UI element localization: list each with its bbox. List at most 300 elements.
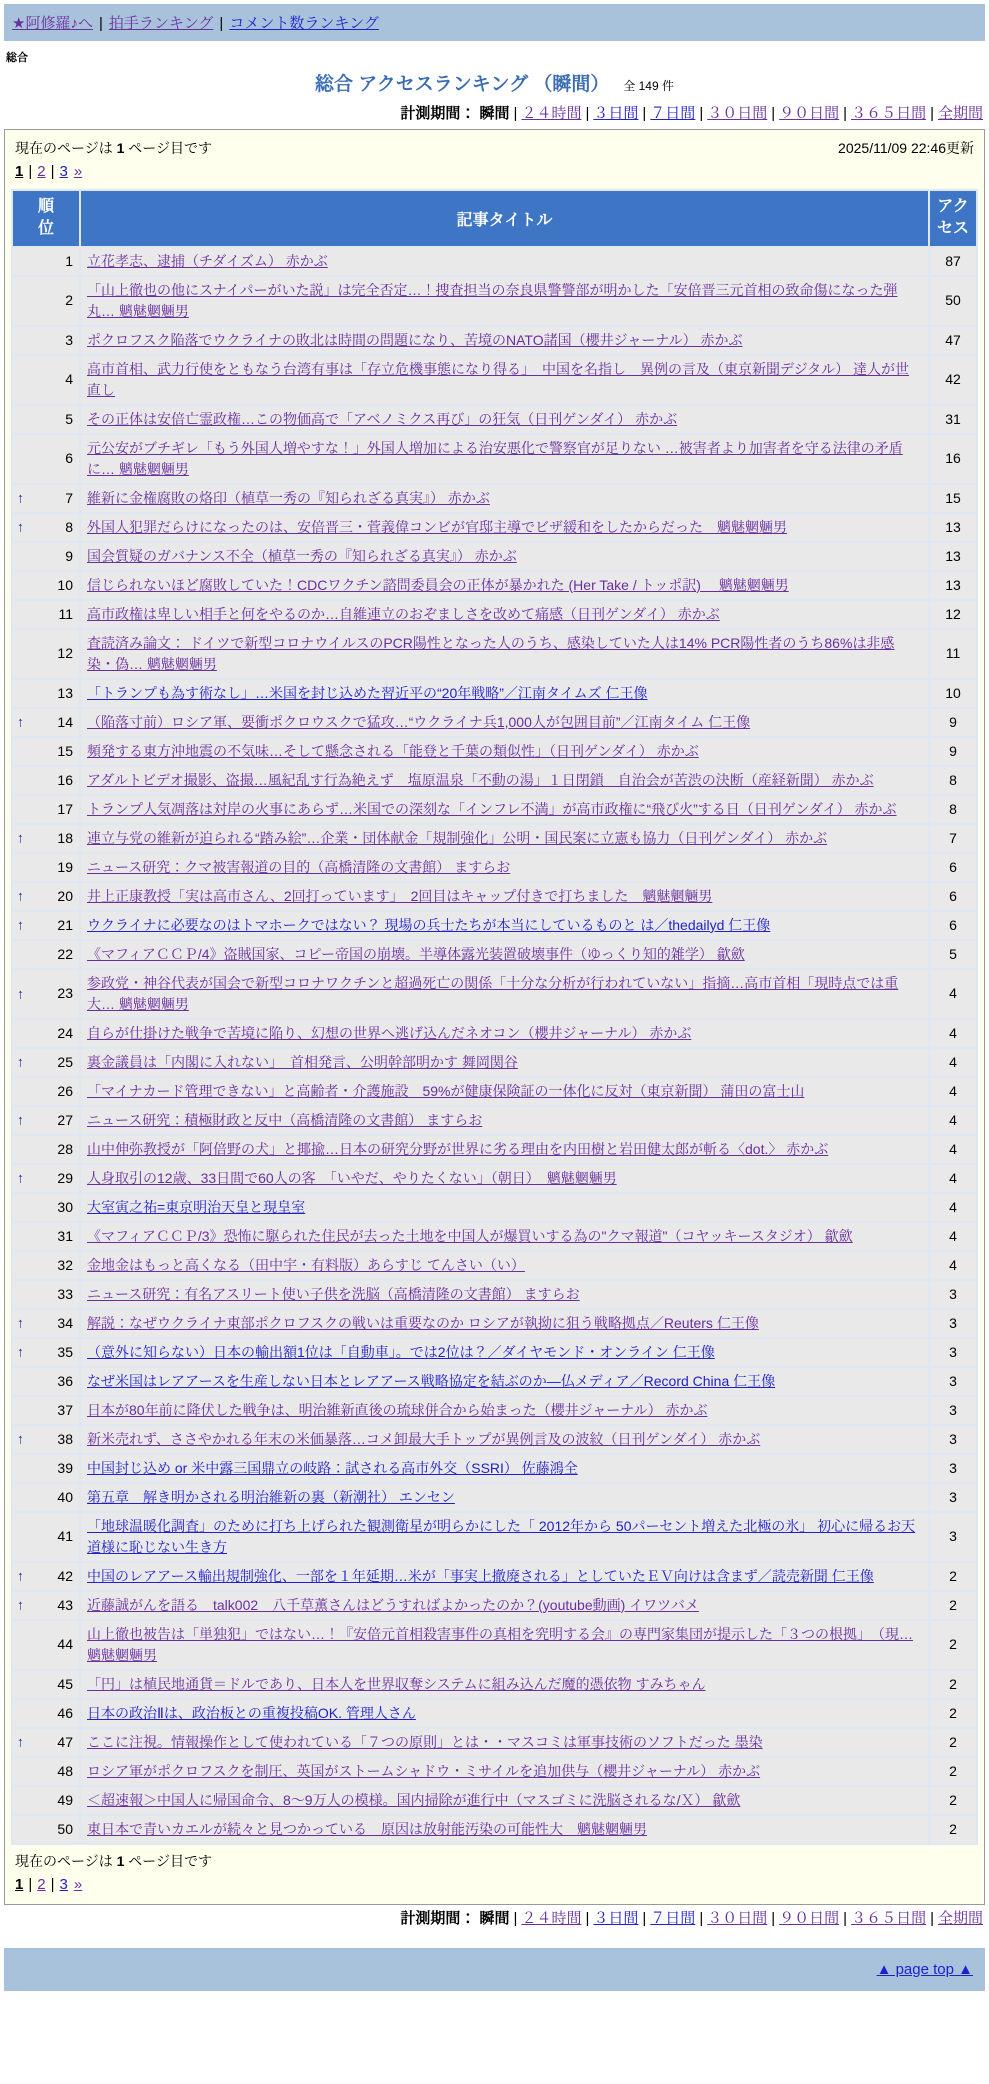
ranking-table-body	[13, 248, 976, 1843]
table-row	[13, 1816, 976, 1843]
table-row	[13, 1758, 976, 1785]
title-cell	[81, 1455, 928, 1482]
current-page-text: 現在のページは 1 ページ目です	[15, 1852, 213, 1869]
rank-cell	[13, 601, 79, 628]
article-link[interactable]: 高市政権は卑しい相手と何をやるのか…自維連立のおぞましさを改めて痛感（日刊ゲンダイ） 赤かぶ	[87, 605, 720, 622]
rank-cell	[13, 709, 79, 736]
rank-number: 10	[57, 576, 73, 593]
rank-number: 1	[65, 252, 73, 269]
access-cell: 2	[930, 1816, 976, 1843]
title-cell	[81, 248, 928, 275]
title-cell	[81, 435, 928, 483]
rank-cell	[13, 1223, 79, 1250]
rank-up-icon: ↑	[17, 1567, 24, 1584]
rank-number: 33	[57, 1285, 73, 1302]
rank-cell	[13, 941, 79, 968]
nav-link-comment-ranking[interactable]: コメント数ランキング	[229, 15, 379, 32]
table-row	[13, 1729, 976, 1756]
article-link[interactable]: 山中伸弥教授が「阿倍野の犬」と揶揄…日本の研究分野が世界に劣る理由を内田樹と岩田健太郎が斬る〈dot.〉 赤かぶ	[87, 1140, 829, 1157]
rank-up-icon: ↑	[17, 1430, 24, 1447]
article-link[interactable]: ロシア軍がポクロフスクを制圧、英国がストームシャドウ・ミサイルを追加供与（櫻井ジャーナル） 赤かぶ	[87, 1762, 761, 1779]
article-link[interactable]: 山上徹也被告は「単独犯」ではない…！『安倍元首相殺害事件の真相を究明する会』の専門家集団が提示した「３つの根拠」 （現… 魑魅魍魎男	[87, 1625, 913, 1663]
rank-cell	[13, 796, 79, 823]
period-separator: |	[642, 105, 647, 122]
article-link[interactable]: ポクロフスク陥落でウクライナの敗北は時間の問題になり、苦境のNATO諸国（櫻井ジャーナル） 赤かぶ	[87, 331, 743, 348]
period-separator: |	[513, 105, 518, 122]
article-link[interactable]: 新米売れず、ささやかれる年末の米価暴落…コメ卸最大手トップが異例言及の波紋（日刊ゲンダイ） 赤かぶ	[87, 1430, 761, 1447]
table-row	[13, 825, 976, 852]
title-cell	[81, 1049, 928, 1076]
rank-cell	[13, 1252, 79, 1279]
rank-cell	[13, 1563, 79, 1590]
page-link[interactable]: 2	[37, 163, 46, 180]
rank-number: 50	[57, 1820, 73, 1837]
period-link[interactable]: ３０日間	[707, 105, 768, 122]
rank-up-icon: ↑	[17, 829, 24, 846]
period-current: 瞬間	[479, 105, 510, 122]
rank-cell	[13, 485, 79, 512]
rank-cell	[13, 1816, 79, 1843]
access-cell: 8	[930, 796, 976, 823]
article-link[interactable]: （意外に知らない）日本の輸出額1位は「自動車」。では2位は？／ダイヤモンド・オンライン 仁王像	[87, 1343, 715, 1360]
title-cell	[81, 1484, 928, 1511]
page-separator: |	[28, 1875, 33, 1893]
table-row	[13, 327, 976, 354]
rank-number: 34	[57, 1314, 73, 1331]
rank-number: 47	[57, 1733, 73, 1750]
table-row	[13, 543, 976, 570]
rank-cell	[13, 1281, 79, 1308]
article-link[interactable]: 「円」は植民地通貨＝ドルであり、日本人を世界収奪システムに組み込んだ魔的憑依物 すみちゃん	[87, 1675, 706, 1692]
rank-cell	[13, 1165, 79, 1192]
nav-separator: |	[219, 15, 224, 32]
article-link[interactable]: （陥落寸前）ロシア軍、要衝ポクロウスクで猛攻…“ウクライナ兵1,000人が包囲目前”／江南タイム 仁王像	[87, 713, 751, 730]
article-link[interactable]: 解説：なぜウクライナ東部ポクロフスクの戦いは重要なのか ロシアが執拗に狙う戦略拠点／Reuters 仁王像	[87, 1314, 759, 1331]
rank-number: 18	[57, 829, 73, 846]
title-cell	[81, 1078, 928, 1105]
access-cell: 87	[930, 248, 976, 275]
rank-up-icon: ↑	[17, 518, 24, 535]
access-cell: 3	[930, 1339, 976, 1366]
article-link[interactable]: なぜ米国はレアアースを生産しない日本とレアアース戦略協定を結ぶのか―仏メディア／Record China 仁王像	[87, 1372, 776, 1389]
rank-cell	[13, 767, 79, 794]
table-row	[13, 1592, 976, 1619]
article-link[interactable]: その正体は安倍亡霊政権…この物価高で「アベノミクス再び」の狂気（日刊ゲンダイ） 赤かぶ	[87, 410, 678, 427]
table-row	[13, 1194, 976, 1221]
article-link[interactable]: 頻発する東方沖地震の不気味…そして懸念される「能登と千葉の類似性」（日刊ゲンダイ） 赤かぶ	[87, 742, 699, 759]
rank-up-icon: ↑	[17, 916, 24, 933]
rank-cell	[13, 854, 79, 881]
rank-up-icon: ↑	[17, 489, 24, 506]
table-row	[13, 1700, 976, 1727]
access-cell: 13	[930, 572, 976, 599]
access-cell: 4	[930, 1107, 976, 1134]
title-cell	[81, 941, 928, 968]
access-cell: 8	[930, 767, 976, 794]
access-cell: 9	[930, 709, 976, 736]
rank-up-icon: ↑	[17, 1111, 24, 1128]
article-link[interactable]: 中国のレアアース輸出規制強化、一部を１年延期…米が「事実上撤廃される」としていたＥＶ向けは含まず／読売新聞 仁王像	[87, 1567, 874, 1584]
title-cell	[81, 572, 928, 599]
article-link[interactable]: 外国人犯罪だらけになったのは、安倍晋三・菅義偉コンビが官邸主導でビザ緩和をしたからだった 魑魅魍魎男	[87, 518, 787, 535]
period-separator: |	[585, 105, 590, 122]
rank-number: 29	[57, 1169, 73, 1186]
title-cell	[81, 883, 928, 910]
article-link[interactable]: 連立与党の維新が迫られる“踏み絵”…企業・団体献金「規制強化」公明・国民案に立憲も協力（日刊ゲンダイ） 赤かぶ	[87, 829, 828, 846]
current-page-number: 1	[116, 1852, 125, 1869]
rank-number: 48	[57, 1762, 73, 1779]
page-next-link[interactable]: »	[73, 1875, 83, 1893]
period-link[interactable]: ３６５日間	[851, 105, 927, 122]
rank-number: 49	[57, 1791, 73, 1808]
access-cell: 4	[930, 970, 976, 1018]
table-row	[13, 1165, 976, 1192]
rank-up-icon: ↑	[17, 1343, 24, 1360]
table-row	[13, 1455, 976, 1482]
access-cell: 4	[930, 1136, 976, 1163]
article-link[interactable]: 井上正康教授「実は高市さん、2回打っています」 2回目はキャップ付きで打ちました 魑魅魍魎男	[87, 887, 713, 904]
page-top-bar	[4, 1948, 985, 1991]
period-separator: |	[771, 1909, 776, 1927]
page-current: 1	[15, 1875, 24, 1893]
period-link[interactable]: ３０日間	[707, 1909, 768, 1927]
article-link[interactable]: 維新に金権腐敗の烙印（植草一秀の『知られざる真実』） 赤かぶ	[87, 489, 490, 506]
table-row	[13, 1563, 976, 1590]
rank-number: 14	[57, 713, 73, 730]
page-link[interactable]: 3	[59, 1875, 68, 1893]
rank-up-icon: ↑	[17, 1314, 24, 1331]
period-bar-bottom	[0, 1905, 989, 1934]
article-link[interactable]: ここに注視。情報操作として使われている「７つの原則」とは・・マスコミは軍事技術のソフトだった 墨染	[87, 1733, 763, 1750]
table-row	[13, 883, 976, 910]
title-cell	[81, 356, 928, 404]
article-link[interactable]: 裏金議員は「内閣に入れない」 首相発言、公明幹部明かす 舞岡関谷	[87, 1053, 518, 1070]
access-cell: 6	[930, 883, 976, 910]
rank-number: 45	[57, 1675, 73, 1692]
article-link[interactable]: ニュース研究：積極財政と反中（高橋清隆の文書館） ますらお	[87, 1111, 483, 1128]
access-cell: 3	[930, 1513, 976, 1561]
table-row	[13, 1049, 976, 1076]
ranking-table	[11, 189, 978, 1845]
article-link[interactable]: 「地球温暖化調査」のために打ち上げられた観測衛星が明らかにした「 2012年から 50パーセント増えた北極の氷」 初心に帰るお天道様に恥じない生き方	[87, 1517, 916, 1555]
table-row	[13, 485, 976, 512]
page-next-link[interactable]: »	[73, 163, 83, 180]
article-link[interactable]: 近藤誠がんを語る talk002 八千草薫さんはどうすればよかったのか？(youtube動画) イワツバメ	[87, 1596, 699, 1613]
rank-number: 16	[57, 771, 73, 788]
article-link[interactable]: 日本の政治Ⅱは、政治板との重複投稿OK. 管理人さん	[87, 1704, 416, 1721]
title-cell	[81, 543, 928, 570]
rank-number: 20	[57, 887, 73, 904]
rank-number: 24	[57, 1024, 73, 1041]
page-info-top	[11, 134, 978, 160]
period-link[interactable]: 全期間	[937, 105, 983, 122]
table-row	[13, 514, 976, 541]
table-row	[13, 1078, 976, 1105]
article-link[interactable]: ＜超速報＞中国人に帰国命令、8〜9万人の模様。国内掃除が進行中（マスゴミに洗脳されるな/Ｘ） 歙歛	[87, 1791, 741, 1808]
rank-cell	[13, 435, 79, 483]
category-label: 総合	[6, 52, 28, 64]
rank-number: 11	[58, 605, 73, 622]
rank-up-icon: ↑	[17, 1596, 24, 1613]
access-cell: 3	[930, 1455, 976, 1482]
title-cell	[81, 709, 928, 736]
header-title: 記事タイトル	[81, 191, 928, 246]
page-link[interactable]: 2	[37, 1875, 46, 1893]
table-row	[13, 406, 976, 433]
nav-link-asura-home[interactable]: ★阿修羅♪へ	[12, 15, 93, 32]
rank-cell	[13, 738, 79, 765]
period-link[interactable]: ３６５日間	[851, 1909, 927, 1927]
title-cell	[81, 1136, 928, 1163]
period-link[interactable]: ３日間	[593, 1909, 639, 1927]
table-row	[13, 277, 976, 325]
rank-number: 13	[57, 684, 73, 701]
access-cell: 2	[930, 1621, 976, 1669]
table-row	[13, 941, 976, 968]
period-link[interactable]: ９０日間	[779, 1909, 840, 1927]
access-cell: 2	[930, 1758, 976, 1785]
period-link[interactable]: ２４時間	[521, 105, 582, 122]
title-cell	[81, 1397, 928, 1424]
period-separator: |	[699, 105, 704, 122]
article-link[interactable]: ニュース研究：有名アスリート使い子供を洗脳（高橋清隆の文書館） ますらお	[87, 1285, 580, 1302]
page-separator: |	[50, 1875, 55, 1893]
title-cell	[81, 1787, 928, 1814]
table-row	[13, 1484, 976, 1511]
article-link[interactable]: 大室寅之祐=東京明治天皇と現皇室	[87, 1198, 306, 1215]
pagination-top	[11, 160, 978, 187]
article-link[interactable]: 信じられないほど腐敗していた！CDCワクチン諮問委員会の正体が暴かれた (Her Take / トッポ訳) 魑魅魍魎男	[87, 576, 789, 593]
table-row	[13, 709, 976, 736]
period-link[interactable]: ７日間	[650, 1909, 696, 1927]
rank-up-icon: ↑	[17, 985, 24, 1002]
rank-number: 41	[57, 1528, 73, 1545]
table-row	[13, 970, 976, 1018]
access-cell: 4	[930, 1223, 976, 1250]
rank-up-icon: ↑	[17, 1733, 24, 1750]
title-cell	[81, 1426, 928, 1453]
access-cell: 42	[930, 356, 976, 404]
title-cell	[81, 1020, 928, 1047]
table-row	[13, 1223, 976, 1250]
page-link[interactable]: 3	[59, 163, 68, 180]
period-link[interactable]: ３日間	[593, 105, 639, 122]
article-link[interactable]: 人身取引の12歳、33日間で60人の客 「いやだ、やりたくない」（朝日） 魑魅魍魎男	[87, 1169, 617, 1186]
article-link[interactable]: アダルトビデオ撮影、盗撮…風紀乱す行為絶えず 塩原温泉「不動の湯」１日閉鎖 自治会が苦渋の決断（産経新聞） 赤かぶ	[87, 771, 874, 788]
article-link[interactable]: 日本が80年前に降伏した戦争は、明治維新直後の琉球併合から始まった（櫻井ジャーナル） 赤かぶ	[87, 1401, 708, 1418]
page-separator: |	[50, 163, 55, 180]
article-link[interactable]: 第五章 解き明かされる明治維新の裏（新潮社） エンセン	[87, 1488, 455, 1505]
rank-number: 32	[57, 1256, 73, 1273]
rank-cell	[13, 514, 79, 541]
access-cell: 47	[930, 327, 976, 354]
access-cell: 5	[930, 941, 976, 968]
access-cell: 50	[930, 277, 976, 325]
period-separator: |	[930, 1909, 934, 1927]
rank-cell	[13, 572, 79, 599]
title-cell	[81, 1563, 928, 1590]
title-cell	[81, 327, 928, 354]
article-link[interactable]: 参政党・神谷代表が国会で新型コロナワクチンと超過死亡の関係「十分な分析が行われていない」指摘…高市首相「現時点では重大… 魑魅魍魎男	[87, 974, 899, 1012]
article-link[interactable]: 《マフィアＣＣＰ/4》盗賊国家、コピー帝国の崩壊。半導体露光装置破壊事件（ゆっくり知的雑学） 歙歛	[87, 945, 745, 962]
rank-cell	[13, 680, 79, 707]
title-cell	[81, 1592, 928, 1619]
rank-up-icon: ↑	[17, 1053, 24, 1070]
rank-number: 3	[65, 331, 73, 348]
table-row	[13, 738, 976, 765]
rank-number: 39	[57, 1459, 73, 1476]
article-link[interactable]: 立花孝志、逮捕（チダイズム） 赤かぶ	[87, 252, 328, 269]
current-page-text: 現在のページは 1 ページ目です	[15, 140, 213, 156]
rank-number: 38	[57, 1430, 73, 1447]
rank-cell	[13, 1455, 79, 1482]
ranking-panel	[4, 129, 985, 1905]
article-link[interactable]: 自らが仕掛けた戦争で苦境に陥り、幻想の世界へ逃げ込んだネオコン（櫻井ジャーナル） 赤かぶ	[87, 1024, 692, 1041]
rank-number: 42	[57, 1567, 73, 1584]
page-current: 1	[15, 163, 24, 180]
period-link[interactable]: 全期間	[937, 1909, 983, 1927]
rank-number: 22	[57, 945, 73, 962]
table-row	[13, 1107, 976, 1134]
rank-cell	[13, 912, 79, 939]
access-cell: 2	[930, 1592, 976, 1619]
rank-number: 27	[57, 1111, 73, 1128]
period-separator: |	[843, 1909, 848, 1927]
title-cell	[81, 1223, 928, 1250]
article-link[interactable]: 《マフィアＣＣＰ/3》恐怖に駆られた住民が去った土地を中国人が爆買いする為の"クマ報道"（コヤッキースタジオ） 歙歛	[87, 1227, 853, 1244]
access-cell: 3	[930, 1281, 976, 1308]
article-link[interactable]: 「トランプも為す術なし」…米国を封じ込めた習近平の“20年戦略”／江南タイムズ 仁王像	[87, 684, 648, 701]
rank-cell	[13, 1397, 79, 1424]
rank-number: 28	[57, 1140, 73, 1157]
title-cell	[81, 1621, 928, 1669]
access-cell: 13	[930, 543, 976, 570]
page-info-bottom	[11, 1847, 978, 1873]
rank-number: 15	[57, 742, 73, 759]
rank-number: 25	[57, 1053, 73, 1070]
table-row	[13, 1136, 976, 1163]
table-row	[13, 248, 976, 275]
nav-link-clap-ranking[interactable]: 拍手ランキング	[108, 15, 214, 32]
table-row	[13, 1252, 976, 1279]
table-row	[13, 435, 976, 483]
table-row	[13, 1281, 976, 1308]
article-link[interactable]: 金地金はもっと高くなる（田中宇・有料版）あらすじ てんさい（い）	[87, 1256, 525, 1273]
rank-cell	[13, 970, 79, 1018]
article-link[interactable]: 「マイナカード管理できない」と高齢者・介護施設 59%が健康保険証の一体化に反対（東京新聞） 蒲田の富士山	[87, 1082, 805, 1099]
period-link[interactable]: ９０日間	[779, 105, 840, 122]
rank-cell	[13, 1136, 79, 1163]
title-cell	[81, 970, 928, 1018]
table-row	[13, 912, 976, 939]
access-cell: 3	[930, 1368, 976, 1395]
title-cell	[81, 1700, 928, 1727]
rank-number: 37	[57, 1401, 73, 1418]
title-cell	[81, 1729, 928, 1756]
rank-number: 46	[57, 1704, 73, 1721]
access-cell: 4	[930, 1049, 976, 1076]
article-link[interactable]: トランプ人気凋落は対岸の火事にあらず…米国での深刻な「インフレ不満」が高市政権に“飛び火”する日（日刊ゲンダイ） 赤かぶ	[87, 800, 897, 817]
article-link[interactable]: ウクライナに必要なのはトマホークではない？ 現場の兵士たちが本当にしているものと は／thedailyd 仁王像	[87, 916, 771, 933]
rank-cell	[13, 1078, 79, 1105]
access-cell: 12	[930, 601, 976, 628]
access-cell: 4	[930, 1020, 976, 1047]
rank-number: 26	[57, 1082, 73, 1099]
access-cell: 2	[930, 1700, 976, 1727]
table-row	[13, 1671, 976, 1698]
table-row	[13, 1310, 976, 1337]
table-row	[13, 1368, 976, 1395]
rank-cell	[13, 1339, 79, 1366]
rank-number: 43	[57, 1596, 73, 1613]
title-cell	[81, 1671, 928, 1698]
rank-number: 9	[65, 547, 73, 564]
page-top-link[interactable]: ▲ page top ▲	[876, 1960, 973, 1978]
updated-timestamp: 2025/11/09 22:46更新	[838, 140, 974, 156]
article-link[interactable]: 高市首相、武力行使をともなう台湾有事は「存立危機事態になり得る」 中国を名指し 異例の言及（東京新聞デジタル） 達人が世直し	[87, 360, 910, 398]
rank-cell	[13, 825, 79, 852]
title-cell	[81, 1339, 928, 1366]
title-cell	[81, 485, 928, 512]
title-cell	[81, 1513, 928, 1561]
period-current: 瞬間	[479, 1909, 510, 1927]
article-link[interactable]: ニュース研究：クマ被害報道の目的（高橋清隆の文書館） ますらお	[87, 858, 511, 875]
table-row	[13, 601, 976, 628]
article-link[interactable]: 中国封じ込め or 米中露三国鼎立の岐路：試される高市外交（SSRI） 佐藤鴻全	[87, 1459, 578, 1476]
access-cell: 6	[930, 912, 976, 939]
title-cell	[81, 767, 928, 794]
rank-cell	[13, 1513, 79, 1561]
title-cell	[81, 680, 928, 707]
period-link[interactable]: ２４時間	[521, 1909, 582, 1927]
current-page-number: 1	[116, 140, 125, 156]
rank-cell	[13, 1729, 79, 1756]
rank-number: 2	[65, 292, 73, 309]
article-link[interactable]: 査読済み論文： ドイツで新型コロナウイルスのPCR陽性となった人のうち、感染していた人は14% PCR陽性者のうち86%は非感染・偽… 魑魅魍魎男	[87, 634, 895, 672]
page-separator: |	[28, 163, 33, 180]
title-cell	[81, 1194, 928, 1221]
rank-number: 7	[65, 489, 73, 506]
title-cell	[81, 406, 928, 433]
period-bar-top	[0, 100, 989, 129]
article-link[interactable]: 元公安がブチギレ「もう外国人増やすな！」外国人増加による治安悪化で警察官が足りない …被害者より加害者を守る法律の矛盾に… 魑魅魍魎男	[87, 439, 903, 477]
table-row	[13, 1621, 976, 1669]
table-row	[13, 1339, 976, 1366]
access-cell: 3	[930, 1397, 976, 1424]
table-row	[13, 767, 976, 794]
article-link[interactable]: 「山上徹也の他にスナイパーがいた説」は完全否定…！捜査担当の奈良県警警部が明かした「安倍晋三元首相の致命傷になった弾丸… 魑魅魍魎男	[87, 281, 898, 319]
rank-cell	[13, 1592, 79, 1619]
article-link[interactable]: 国会質疑のガバナンス不全（植草一秀の『知られざる真実』） 赤かぶ	[87, 547, 517, 564]
rank-cell	[13, 630, 79, 678]
title-cell	[81, 514, 928, 541]
period-separator: |	[585, 1909, 590, 1927]
period-link[interactable]: ７日間	[650, 105, 696, 122]
table-row	[13, 1426, 976, 1453]
title-cell	[81, 796, 928, 823]
access-cell: 13	[930, 514, 976, 541]
rank-number: 8	[65, 518, 73, 535]
rank-number: 12	[57, 645, 73, 662]
pagination-bottom	[11, 1873, 978, 1900]
article-link[interactable]: 東日本で青いカエルが続々と見つかっている 原因は放射能汚染の可能性大 魑魅魍魎男	[87, 1820, 647, 1837]
period-separator: |	[771, 105, 776, 122]
page-title-text: 総合 アクセスランキング （瞬間）	[314, 74, 610, 95]
nav-separator: |	[98, 15, 103, 32]
title-cell	[81, 1107, 928, 1134]
rank-number: 31	[57, 1227, 73, 1244]
rank-number: 19	[57, 858, 73, 875]
